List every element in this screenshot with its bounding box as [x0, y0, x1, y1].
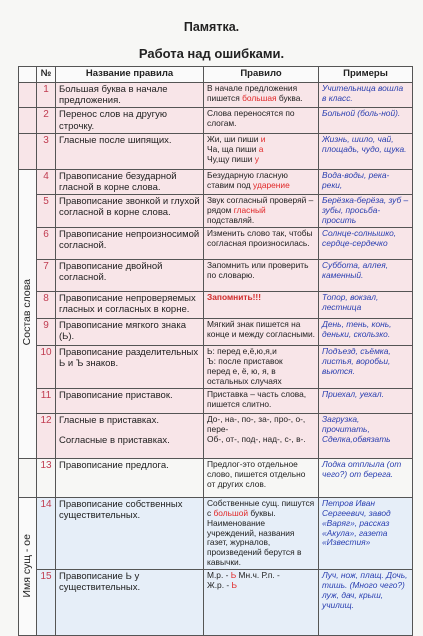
row-number: 14 [37, 497, 56, 569]
table-row [19, 228, 413, 260]
examples-text: Лодка отплыла (от чего?) от берега. [319, 458, 413, 497]
examples-text: Топор, вокзал, лестница [319, 292, 413, 319]
row-number: 6 [37, 228, 56, 260]
rule-name: Правописание безударной гласной в корне слова. [56, 169, 204, 194]
rule-name: Гласные в приставках. Согласные в приставках. [56, 413, 204, 458]
examples-text: Учительница вошла в класс. [319, 83, 413, 108]
row-number: 3 [37, 133, 56, 169]
examples-text: Больной (боль-ной). [319, 108, 413, 133]
header-rule: Правило [204, 67, 319, 83]
row-number: 2 [37, 108, 56, 133]
rule-name: Правописание приставок. [56, 388, 204, 413]
page-title: Памятка. [183, 20, 240, 34]
rules-table [18, 66, 413, 636]
row-number: 12 [37, 413, 56, 458]
rule-name: Большая буква в начале предложения. [56, 83, 204, 108]
row-number: 15 [37, 570, 56, 636]
rule-text: Приставка – часть слова, пишется слитно. [204, 388, 319, 413]
header-name: Название правила [56, 67, 204, 83]
rule-text: Собственные сущ. пишутся с большой буквы. Наименование учреждений, названия газет, журналов, произведений берутся в кавычки. [204, 497, 319, 569]
empty-section-cell [19, 133, 37, 169]
rule-name: Правописание разделительных Ь и Ъ знаков. [56, 346, 204, 389]
table-row [19, 570, 413, 636]
rule-name: Перенос слов на другую строчку. [56, 108, 204, 133]
examples-text: Вода-воды, река-реки, [319, 169, 413, 194]
table-row [19, 260, 413, 292]
row-number: 9 [37, 319, 56, 346]
rule-text: Запомнить или проверить по словарю. [204, 260, 319, 292]
row-number: 11 [37, 388, 56, 413]
rule-text: Безударную гласную ставим под ударение [204, 169, 319, 194]
examples-text: Загрузка, прочитать, Сделка,обвязать [319, 413, 413, 458]
row-number: 8 [37, 292, 56, 319]
examples-text: Суббота, аллея, каменный. [319, 260, 413, 292]
empty-section-cell [19, 458, 37, 497]
table-row [19, 388, 413, 413]
rule-text: Предлог-это отдельное слово, пишется отдельно от других слов. [204, 458, 319, 497]
rule-text: Звук согласный проверяй – рядом гласный подставляй. [204, 195, 319, 228]
examples-text: Солнце-солнышко, сердце-сердечко [319, 228, 413, 260]
table-header-row [19, 67, 413, 83]
rule-name: Правописание непроверяемых гласных и согласных в корне. [56, 292, 204, 319]
row-number: 10 [37, 346, 56, 389]
rule-name: Гласные после шипящих. [56, 133, 204, 169]
header-examples: Примеры [319, 67, 413, 83]
rule-name: Правописание предлога. [56, 458, 204, 497]
examples-text: День, тень, конь, деньки, скользко. [319, 319, 413, 346]
rule-text: Запомнить!!! [204, 292, 319, 319]
rule-text: До-, на-, по-, за-, про-, о-, пере- Об-, от-, под-, над-, с-, в-. [204, 413, 319, 458]
empty-section-cell [19, 108, 37, 133]
page-subtitle: Работа над ошибками. [138, 46, 285, 61]
rule-name: Правописание непроизносимой согласной. [56, 228, 204, 260]
rule-name: Правописание звонкой и глухой согласной в корне слова. [56, 195, 204, 228]
table-row [19, 458, 413, 497]
corner-cell [19, 67, 37, 83]
examples-text: Луч, нож, плащ. Дочь, тишь. (Много чего?) луж, дач, крыш, училищ. [319, 570, 413, 636]
rule-text: Жи, ши пиши и Ча, ща пиши а Чу,щу пиши у [204, 133, 319, 169]
table-row [19, 346, 413, 389]
table-row [19, 108, 413, 133]
table-row [19, 319, 413, 346]
rule-text: В начале предложения пишется большая буква. [204, 83, 319, 108]
row-number: 7 [37, 260, 56, 292]
section-label-sostav: Состав слова [19, 169, 37, 458]
rule-text: Мягкий знак пишется на конце и между согласными. [204, 319, 319, 346]
examples-text: Приехал, уехал. [319, 388, 413, 413]
rule-text: Ь: перед е,ё,ю,я,и Ъ: после приставок перед е, ё, ю, я, в остальных случаях [204, 346, 319, 389]
examples-text: Петров Иван Сергеевич, завод «Варяг», рассказ «Акула», газета «Известия» [319, 497, 413, 569]
table-row [19, 133, 413, 169]
row-number: 5 [37, 195, 56, 228]
rule-name: Правописание мягкого знака (Ь). [56, 319, 204, 346]
row-number: 13 [37, 458, 56, 497]
row-number: 4 [37, 169, 56, 194]
examples-text: Подъезд, съёмка, листья, воробьи, вьются. [319, 346, 413, 389]
table-row [19, 413, 413, 458]
table-row [19, 497, 413, 569]
empty-section-cell [19, 83, 37, 108]
examples-text: Жизнь, шило, чай, площадь, чудо, щука. [319, 133, 413, 169]
table-row [19, 83, 413, 108]
row-number: 1 [37, 83, 56, 108]
rule-name: Правописание собственных существительных. [56, 497, 204, 569]
header-num: № [37, 67, 56, 83]
table-row [19, 195, 413, 228]
table-row [19, 292, 413, 319]
rule-name: Правописание двойной согласной. [56, 260, 204, 292]
rule-text: Изменить слово так, чтобы согласная произносилась. [204, 228, 319, 260]
rule-text: М.р. - Ь Мн.ч. Р.п. - Ж.р. - Ь [204, 570, 319, 636]
examples-text: Берёзка-берёза, зуб – зубы, просьба-просить [319, 195, 413, 228]
rule-text: Слова переносятся по слогам. [204, 108, 319, 133]
table-row [19, 169, 413, 194]
rule-name: Правописание Ь у существительных. [56, 570, 204, 636]
section-label-imya: Имя сущ - ое [19, 497, 37, 635]
